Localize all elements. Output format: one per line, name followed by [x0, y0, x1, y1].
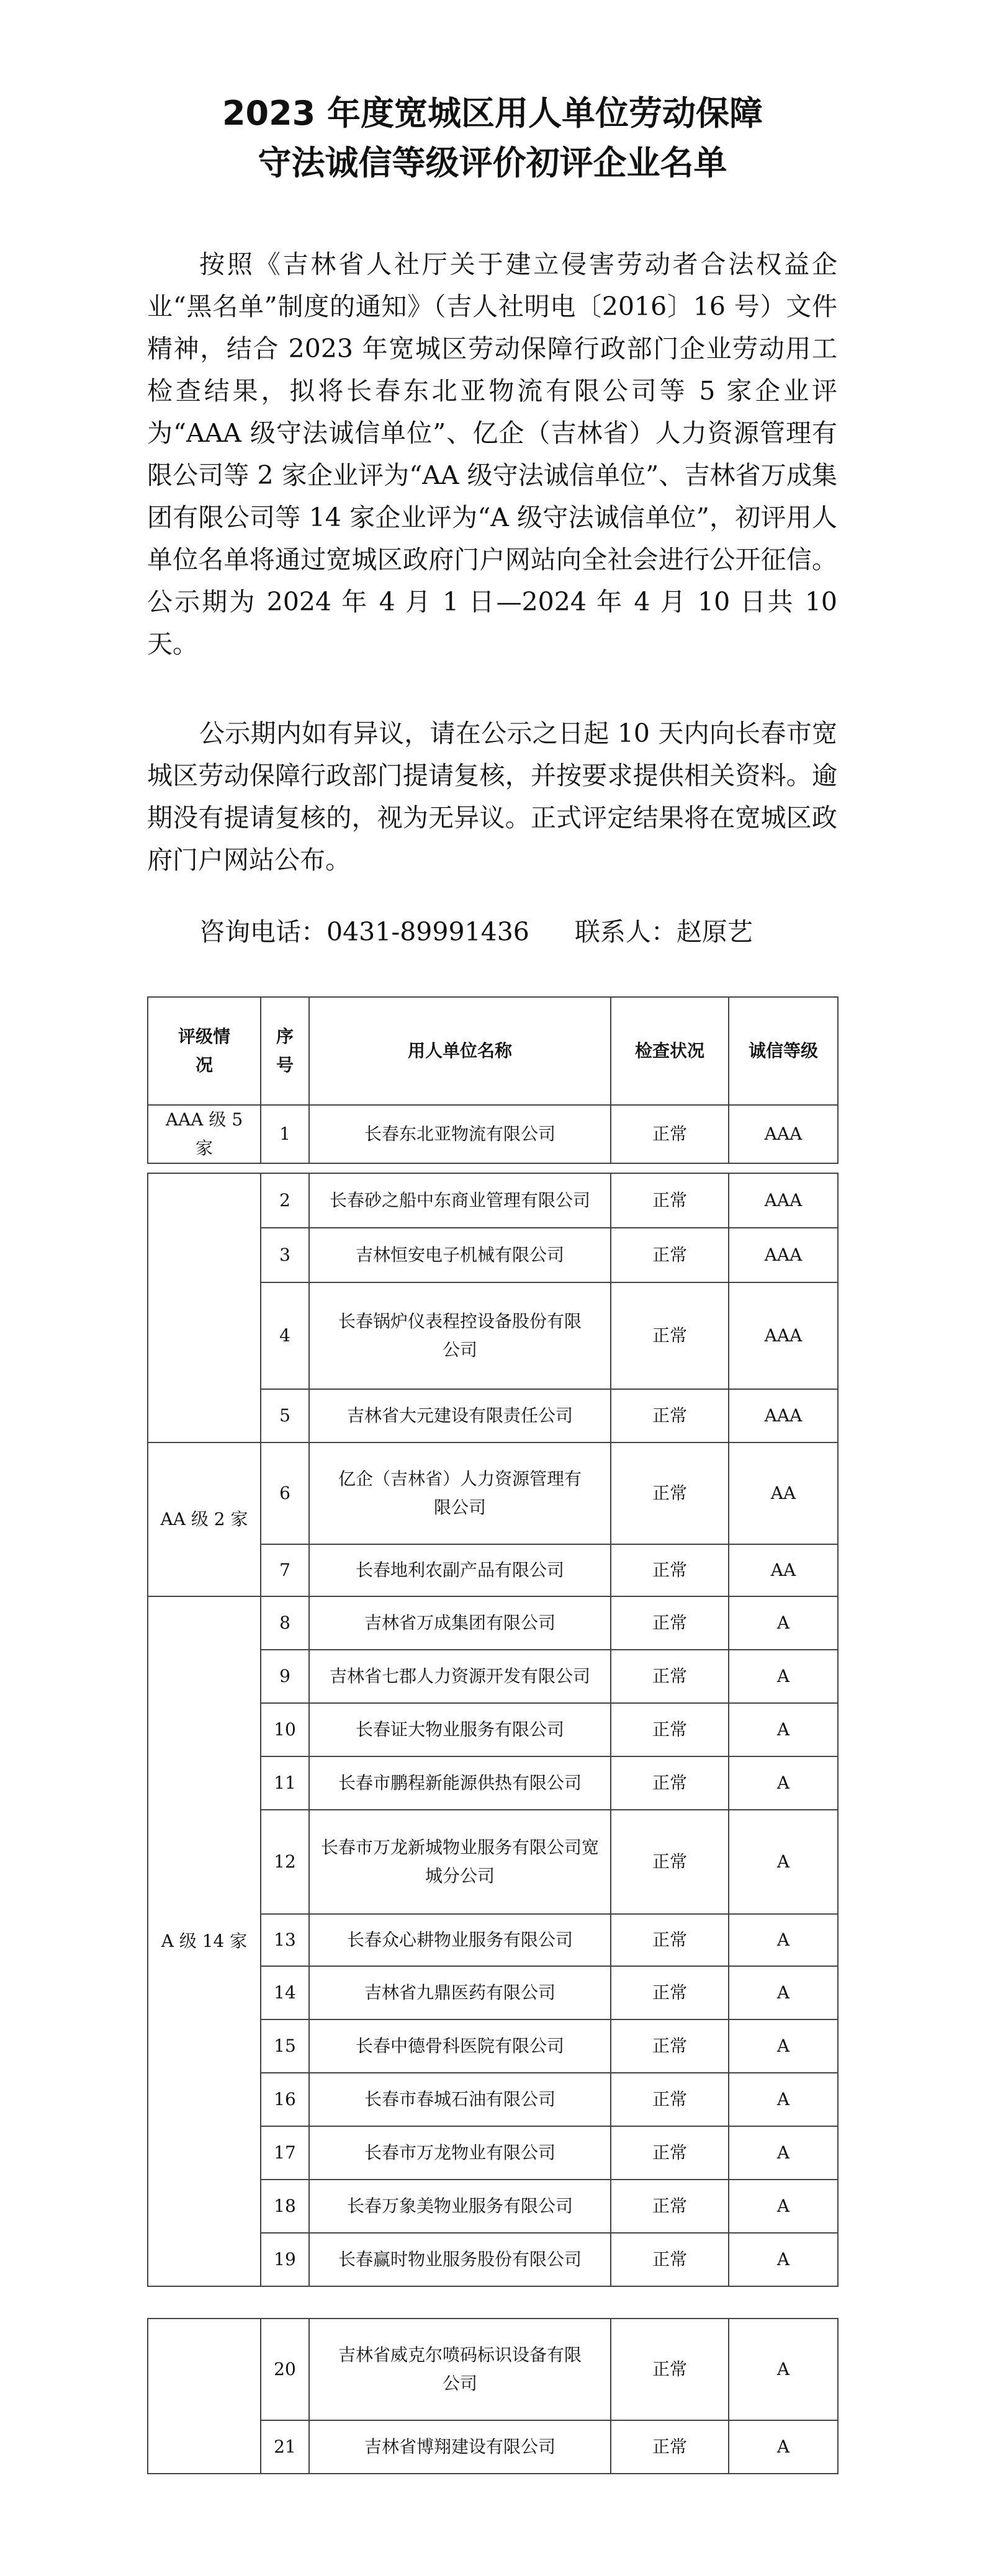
contact-line — [199, 911, 790, 953]
company-name: 长春市万龙物业有限公司 — [309, 2126, 611, 2180]
rating-table-part-2 — [147, 1173, 839, 2287]
company-name: 长春中德骨科医院有限公司 — [309, 2019, 611, 2073]
table-header-row — [148, 997, 838, 1105]
inspection-status: 正常 — [611, 1596, 729, 1650]
credit-grade: A — [729, 1966, 838, 2019]
credit-grade: A — [729, 1810, 838, 1914]
company-name: 长春锅炉仪表程控设备股份有限公司 — [309, 1282, 611, 1389]
document-title-line-2: 守法诚信等级评价初评企业名单 — [258, 143, 727, 182]
rating-table-part-3 — [147, 2318, 839, 2474]
credit-grade: AAA — [729, 1389, 838, 1442]
company-name: 吉林省博翔建设有限公司 — [309, 2420, 611, 2474]
credit-grade: A — [729, 1650, 838, 1703]
header-level: 评级情况 — [148, 997, 261, 1105]
company-name: 长春东北亚物流有限公司 — [309, 1105, 611, 1163]
row-number: 13 — [261, 1914, 309, 1966]
row-number: 18 — [261, 2180, 309, 2233]
inspection-status: 正常 — [611, 1810, 729, 1914]
credit-grade: A — [729, 2180, 838, 2233]
credit-grade: A — [729, 1703, 838, 1756]
row-number: 1 — [261, 1105, 309, 1163]
row-number: 17 — [261, 2126, 309, 2180]
row-number: 9 — [261, 1650, 309, 1703]
row-number: 11 — [261, 1756, 309, 1810]
credit-grade: AA — [729, 1544, 838, 1596]
body-paragraph-2: 公示期内如有异议，请在公示之日起 10 天内向长春市宽城区劳动保障行政部门提请复核，并按要求提供相关资料。逾期没有提请复核的，视为无异议。正式评定结果将在宽城区政府门户网站公布。 — [147, 718, 837, 875]
company-name: 长春市春城石油有限公司 — [309, 2073, 611, 2126]
inspection-status: 正常 — [611, 2180, 729, 2233]
document-title-line-1: 2023 年度宽城区用人单位劳动保障 — [222, 94, 763, 133]
row-number: 8 — [261, 1596, 309, 1650]
rating-table-part-1 — [147, 996, 839, 1164]
company-name: 吉林省威克尔喷码标识设备有限公司 — [309, 2319, 611, 2420]
inspection-status: 正常 — [611, 1966, 729, 2019]
row-number: 21 — [261, 2420, 309, 2474]
inspection-status: 正常 — [611, 1282, 729, 1389]
credit-grade: A — [729, 2319, 838, 2420]
group-label-aa: AA 级 2 家 — [148, 1442, 261, 1596]
credit-grade: A — [729, 2420, 838, 2474]
row-number: 20 — [261, 2319, 309, 2420]
inspection-status: 正常 — [611, 1389, 729, 1442]
inspection-status: 正常 — [611, 1105, 729, 1163]
inspection-status: 正常 — [611, 1173, 729, 1228]
company-name: 长春地利农副产品有限公司 — [309, 1544, 611, 1596]
row-number: 2 — [261, 1173, 309, 1228]
company-name: 吉林省大元建设有限责任公司 — [309, 1389, 611, 1442]
company-name: 长春众心耕物业服务有限公司 — [309, 1914, 611, 1966]
row-number: 4 — [261, 1282, 309, 1389]
row-number: 7 — [261, 1544, 309, 1596]
inspection-status: 正常 — [611, 2019, 729, 2073]
row-number: 6 — [261, 1442, 309, 1544]
group-label-a-continued — [148, 2319, 261, 2474]
contact-person: 联系人：赵原艺 — [574, 917, 753, 947]
contact-phone: 咨询电话：0431-89991436 — [199, 917, 529, 947]
inspection-status: 正常 — [611, 1544, 729, 1596]
credit-grade: AAA — [729, 1228, 838, 1282]
company-name: 长春市万龙新城物业服务有限公司宽城分公司 — [309, 1810, 611, 1914]
company-name: 长春市鹏程新能源供热有限公司 — [309, 1756, 611, 1810]
header-inspection-status: 检查状况 — [611, 997, 729, 1105]
credit-grade: A — [729, 1756, 838, 1810]
inspection-status: 正常 — [611, 1650, 729, 1703]
row-number: 12 — [261, 1810, 309, 1914]
inspection-status: 正常 — [611, 2319, 729, 2420]
inspection-status: 正常 — [611, 2420, 729, 2474]
company-name: 吉林省九鼎医药有限公司 — [309, 1966, 611, 2019]
inspection-status: 正常 — [611, 2126, 729, 2180]
company-name: 长春赢时物业服务股份有限公司 — [309, 2233, 611, 2286]
header-company-name: 用人单位名称 — [309, 997, 611, 1105]
table-row — [148, 1105, 838, 1163]
group-label-aaa-continued — [148, 1173, 261, 1442]
row-number: 15 — [261, 2019, 309, 2073]
inspection-status: 正常 — [611, 2073, 729, 2126]
row-number: 19 — [261, 2233, 309, 2286]
inspection-status: 正常 — [611, 1442, 729, 1544]
inspection-status: 正常 — [611, 1703, 729, 1756]
table-row — [148, 1173, 838, 1228]
inspection-status: 正常 — [611, 1914, 729, 1966]
row-number: 16 — [261, 2073, 309, 2126]
company-name: 吉林省七郡人力资源开发有限公司 — [309, 1650, 611, 1703]
row-number: 3 — [261, 1228, 309, 1282]
credit-grade: AA — [729, 1442, 838, 1544]
inspection-status: 正常 — [611, 1228, 729, 1282]
row-number: 14 — [261, 1966, 309, 2019]
table-row — [148, 2319, 838, 2420]
inspection-status: 正常 — [611, 2233, 729, 2286]
credit-grade: AAA — [729, 1105, 838, 1163]
credit-grade: A — [729, 2233, 838, 2286]
row-number: 10 — [261, 1703, 309, 1756]
row-number: 5 — [261, 1389, 309, 1442]
company-name: 吉林恒安电子机械有限公司 — [309, 1228, 611, 1282]
group-label-aaa: AAA 级 5 家 — [148, 1105, 261, 1163]
inspection-status: 正常 — [611, 1756, 729, 1810]
credit-grade: AAA — [729, 1282, 838, 1389]
group-label-a: A 级 14 家 — [148, 1596, 261, 2286]
credit-grade: A — [729, 2126, 838, 2180]
header-number: 序号 — [261, 997, 309, 1105]
header-credit-grade: 诚信等级 — [729, 997, 838, 1105]
credit-grade: A — [729, 2073, 838, 2126]
company-name: 长春万象美物业服务有限公司 — [309, 2180, 611, 2233]
table-row — [148, 1442, 838, 1544]
company-name: 长春证大物业服务有限公司 — [309, 1703, 611, 1756]
credit-grade: A — [729, 1914, 838, 1966]
company-name: 长春砂之船中东商业管理有限公司 — [309, 1173, 611, 1228]
company-name: 吉林省万成集团有限公司 — [309, 1596, 611, 1650]
company-name: 亿企（吉林省）人力资源管理有限公司 — [309, 1442, 611, 1544]
table-row — [148, 1596, 838, 1650]
credit-grade: AAA — [729, 1173, 838, 1228]
credit-grade: A — [729, 1596, 838, 1650]
credit-grade: A — [729, 2019, 838, 2073]
body-paragraph-1: 按照《吉林省人社厅关于建立侵害劳动者合法权益企业“黑名单”制度的通知》（吉人社明电〔2016〕16 号）文件精神，结合 2023 年宽城区劳动保障行政部门企业劳动用工检查结果，拟将长春东北亚物流有限公司等 5 家企业评为“AAA 级守法诚信单位”、亿企（吉林省）人力资源管理有限公司等 2 家企业评为“AA 级守法诚信单位”、吉林省万成集团有限公司等 14 家企业评为“A 级守法诚信单位”，初评用人单位名单将通过宽城区政府门户网站向全社会进行公开征信。公示期为 2024 年 4 月 1 日—2024 年 4 月 10 日共 10 天。 — [147, 249, 837, 659]
